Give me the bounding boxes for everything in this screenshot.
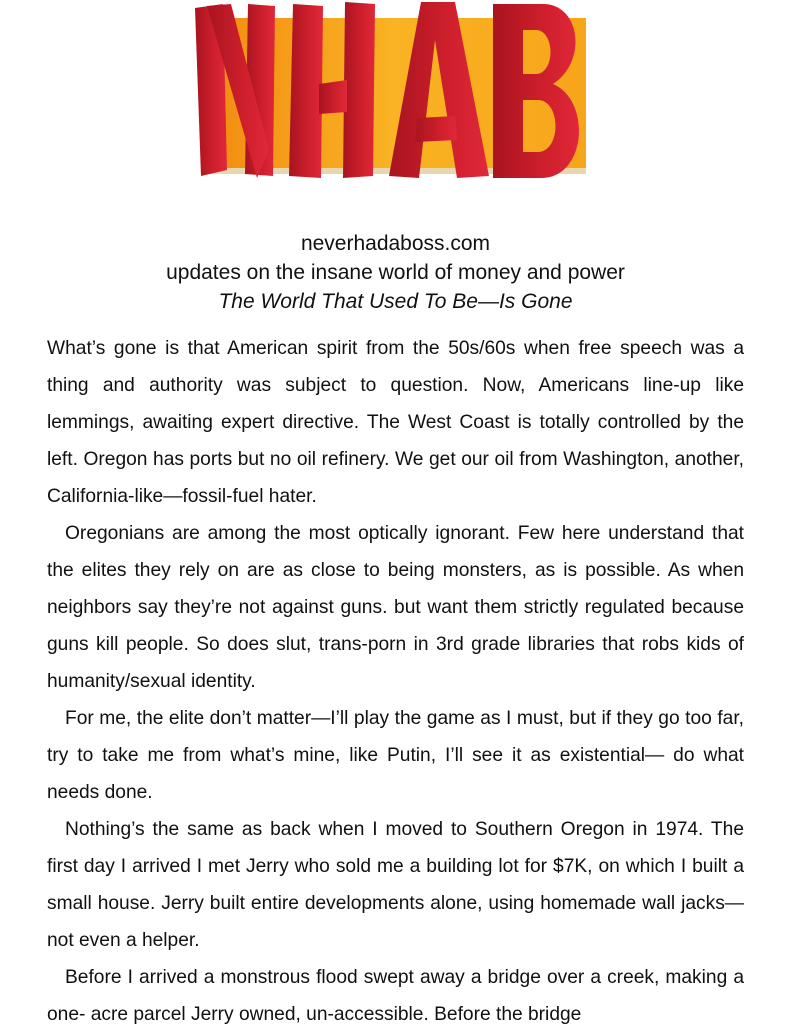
site-header	[0, 229, 791, 316]
site-logo	[193, 0, 591, 184]
article-title: The World That Used To Be—Is Gone	[218, 290, 573, 313]
article-body	[47, 330, 744, 1033]
article-paragraph: Before I arrived a monstrous flood swept away a bridge over a creek, making a one- acre parcel Jerry owned, un-accessible. Before the bridge	[47, 967, 744, 1025]
article-paragraph: Oregonians are among the most optically ignorant. Few here understand that the elites they rely on are as close to being monsters, as is possible. As when neighbors say they’re not against guns. but want them strictly regulated because guns kill people. So does slut, trans-porn in 3rd grade libraries that robs kids of humanity/sexual identity.	[47, 523, 744, 692]
site-domain: neverhadaboss.com	[300, 232, 491, 255]
article-paragraph: What’s gone is that American spirit from the 50s/60s when free speech was a thing and authority was subject to question. Now, Americans line-up like lemmings, awaiting expert directive. The West Coast is totally controlled by the left. Oregon has ports but no oil refinery. We get our oil from Washington, another, California-like—fossil-fuel hater.	[47, 338, 744, 507]
article-paragraph: For me, the elite don’t matter—I’ll play the game as I must, but if they go too far, try to take me from what’s mine, like Putin, I’ll see it as existential— do what needs done.	[47, 708, 744, 803]
site-tagline: updates on the insane world of money and power	[166, 261, 625, 284]
article-paragraph: Nothing’s the same as back when I moved to Southern Oregon in 1974. The first day I arrived I met Jerry who sold me a building lot for $7K, on which I built a small house. Jerry built entire developments alone, using homemade wall jacks—not even a helper.	[47, 819, 744, 951]
